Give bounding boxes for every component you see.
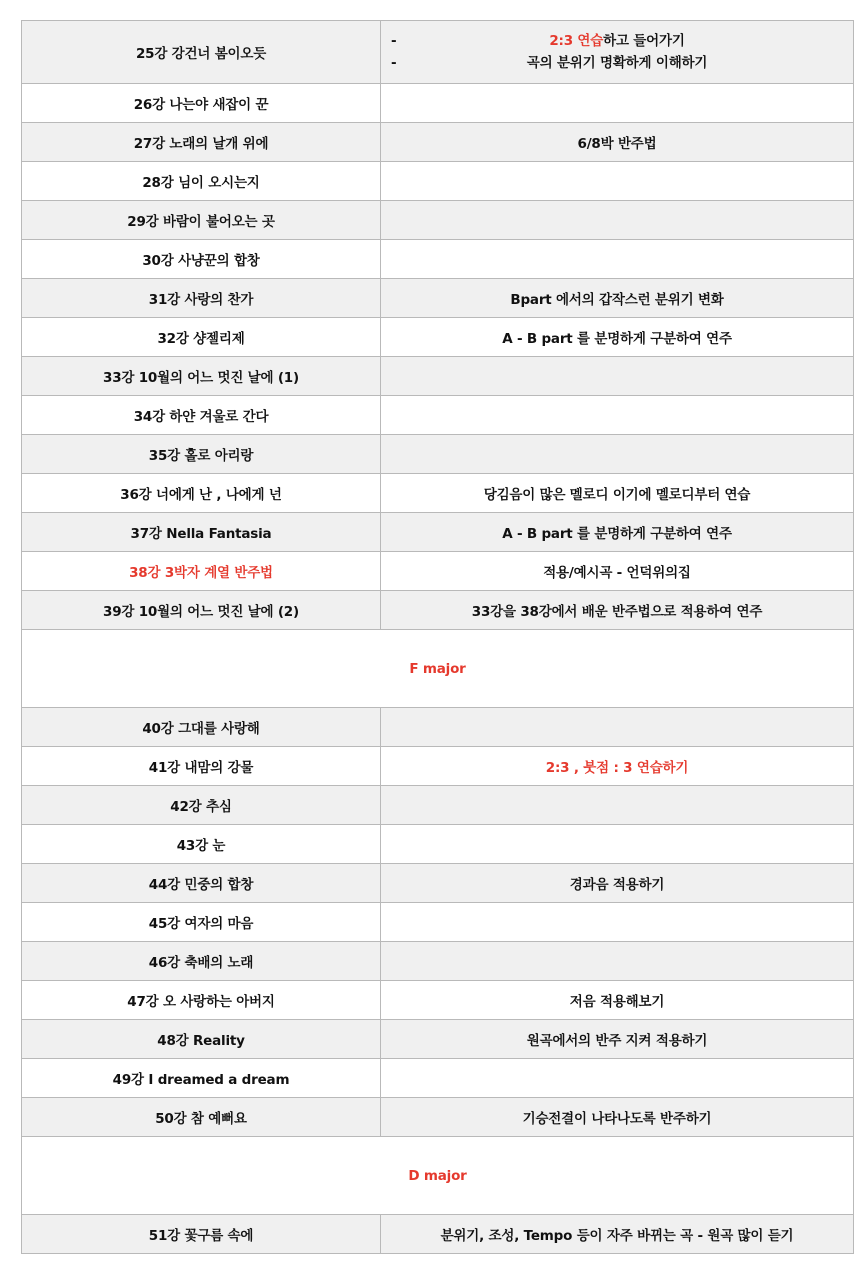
lesson-note-cell: 저음 적용해보기 bbox=[381, 981, 854, 1020]
lesson-title-cell: 39강 10월의 어느 멋진 날에 (2) bbox=[22, 591, 381, 630]
lesson-note-cell bbox=[381, 21, 854, 84]
lesson-note-cell bbox=[381, 162, 854, 201]
lesson-note-cell bbox=[381, 357, 854, 396]
table-row bbox=[22, 552, 854, 591]
lesson-title-cell: 43강 눈 bbox=[22, 825, 381, 864]
lesson-note-cell bbox=[381, 84, 854, 123]
lesson-title-cell: 36강 너에게 난 , 나에게 넌 bbox=[22, 474, 381, 513]
table-row bbox=[22, 864, 854, 903]
highlighted-text: 2:3 연습 bbox=[549, 33, 604, 49]
table-row bbox=[22, 84, 854, 123]
lesson-title-cell: 29강 바람이 불어오는 곳 bbox=[22, 201, 381, 240]
table-row bbox=[22, 786, 854, 825]
lesson-note-cell: 기승전결이 나타나도록 반주하기 bbox=[381, 1098, 854, 1137]
lesson-title-cell: 32강 샹젤리제 bbox=[22, 318, 381, 357]
lesson-title-cell: 47강 오 사랑하는 아버지 bbox=[22, 981, 381, 1020]
section-key-label: D major bbox=[22, 1137, 854, 1215]
lesson-title-cell: 49강 I dreamed a dream bbox=[22, 1059, 381, 1098]
section-key-label: F major bbox=[22, 630, 854, 708]
lesson-title-cell: 27강 노래의 날개 위에 bbox=[22, 123, 381, 162]
table-row bbox=[22, 1215, 854, 1254]
lesson-note-cell bbox=[381, 396, 854, 435]
lesson-title-cell: 38강 3박자 계열 반주법 bbox=[22, 552, 381, 591]
lesson-note-cell bbox=[381, 435, 854, 474]
lesson-title-cell: 33강 10월의 어느 멋진 날에 (1) bbox=[22, 357, 381, 396]
lesson-title-cell: 44강 민중의 합창 bbox=[22, 864, 381, 903]
plain-text: 곡의 분위기 명확하게 이해하기 bbox=[526, 55, 708, 71]
lesson-note-cell bbox=[381, 786, 854, 825]
lesson-note-cell: 당김음이 많은 멜로디 이기에 멜로디부터 연습 bbox=[381, 474, 854, 513]
lesson-note-cell bbox=[381, 240, 854, 279]
table-row bbox=[22, 1020, 854, 1059]
lesson-title-cell: 46강 축배의 노래 bbox=[22, 942, 381, 981]
lesson-note-cell bbox=[381, 942, 854, 981]
note-bullet-item bbox=[387, 30, 847, 52]
lesson-note-cell: A - B part 를 분명하게 구분하여 연주 bbox=[381, 513, 854, 552]
lesson-title-cell: 51강 꽃구름 속에 bbox=[22, 1215, 381, 1254]
table-row bbox=[22, 825, 854, 864]
table-row bbox=[22, 747, 854, 786]
table-row bbox=[22, 435, 854, 474]
lesson-title-cell: 34강 하얀 겨울로 간다 bbox=[22, 396, 381, 435]
lesson-note-cell: 경과음 적용하기 bbox=[381, 864, 854, 903]
section-header-row bbox=[22, 630, 854, 708]
plain-text: 하고 들어가기 bbox=[603, 33, 685, 49]
lesson-title-cell: 28강 님이 오시는지 bbox=[22, 162, 381, 201]
lesson-note-cell: 분위기, 조성, Tempo 등이 자주 바뀌는 곡 - 원곡 많이 듣기 bbox=[381, 1215, 854, 1254]
lesson-note-cell bbox=[381, 708, 854, 747]
lesson-title-cell: 25강 강건너 봄이오듯 bbox=[22, 21, 381, 84]
table-row bbox=[22, 1098, 854, 1137]
table-row bbox=[22, 981, 854, 1020]
lesson-note-cell bbox=[381, 825, 854, 864]
table-row bbox=[22, 591, 854, 630]
table-row bbox=[22, 201, 854, 240]
lesson-table bbox=[21, 20, 854, 1254]
lesson-title-cell: 30강 사냥꾼의 합창 bbox=[22, 240, 381, 279]
lesson-note-cell bbox=[381, 903, 854, 942]
table-row bbox=[22, 942, 854, 981]
bullet-dash: - bbox=[391, 33, 397, 49]
bullet-text bbox=[549, 33, 684, 49]
table-row bbox=[22, 162, 854, 201]
table-row bbox=[22, 21, 854, 84]
bullet-dash: - bbox=[391, 55, 397, 71]
table-row bbox=[22, 903, 854, 942]
table-row bbox=[22, 318, 854, 357]
lesson-title-cell: 50강 참 예뻐요 bbox=[22, 1098, 381, 1137]
table-row bbox=[22, 123, 854, 162]
lesson-title-cell: 35강 홀로 아리랑 bbox=[22, 435, 381, 474]
table-row bbox=[22, 357, 854, 396]
note-bullet-item bbox=[387, 52, 847, 74]
table-row bbox=[22, 708, 854, 747]
lesson-note-cell: 6/8박 반주법 bbox=[381, 123, 854, 162]
lesson-title-cell: 26강 나는야 새잡이 꾼 bbox=[22, 84, 381, 123]
lesson-title-cell: 41강 내맘의 강물 bbox=[22, 747, 381, 786]
lesson-title-cell: 45강 여자의 마음 bbox=[22, 903, 381, 942]
table-row bbox=[22, 474, 854, 513]
lesson-note-cell: A - B part 를 분명하게 구분하여 연주 bbox=[381, 318, 854, 357]
table-row bbox=[22, 396, 854, 435]
lesson-title-cell: 31강 사랑의 찬가 bbox=[22, 279, 381, 318]
section-header-row bbox=[22, 1137, 854, 1215]
note-bullet-list bbox=[387, 30, 847, 74]
table-row bbox=[22, 279, 854, 318]
lesson-note-cell: 적용/예시곡 - 언덕위의집 bbox=[381, 552, 854, 591]
lesson-title-cell: 40강 그대를 사랑해 bbox=[22, 708, 381, 747]
lesson-note-cell: 원곡에서의 반주 지켜 적용하기 bbox=[381, 1020, 854, 1059]
lesson-title-cell: 48강 Reality bbox=[22, 1020, 381, 1059]
lesson-title-cell: 42강 추심 bbox=[22, 786, 381, 825]
table-body bbox=[22, 21, 854, 1254]
lesson-note-cell: Bpart 에서의 갑작스런 분위기 변화 bbox=[381, 279, 854, 318]
table-row bbox=[22, 240, 854, 279]
lesson-note-cell bbox=[381, 1059, 854, 1098]
lesson-note-cell: 2:3 , 붓점 : 3 연습하기 bbox=[381, 747, 854, 786]
lesson-note-cell bbox=[381, 201, 854, 240]
table-row bbox=[22, 513, 854, 552]
bullet-text bbox=[527, 55, 707, 71]
table-row bbox=[22, 1059, 854, 1098]
lesson-note-cell: 33강을 38강에서 배운 반주법으로 적용하여 연주 bbox=[381, 591, 854, 630]
lesson-title-cell: 37강 Nella Fantasia bbox=[22, 513, 381, 552]
